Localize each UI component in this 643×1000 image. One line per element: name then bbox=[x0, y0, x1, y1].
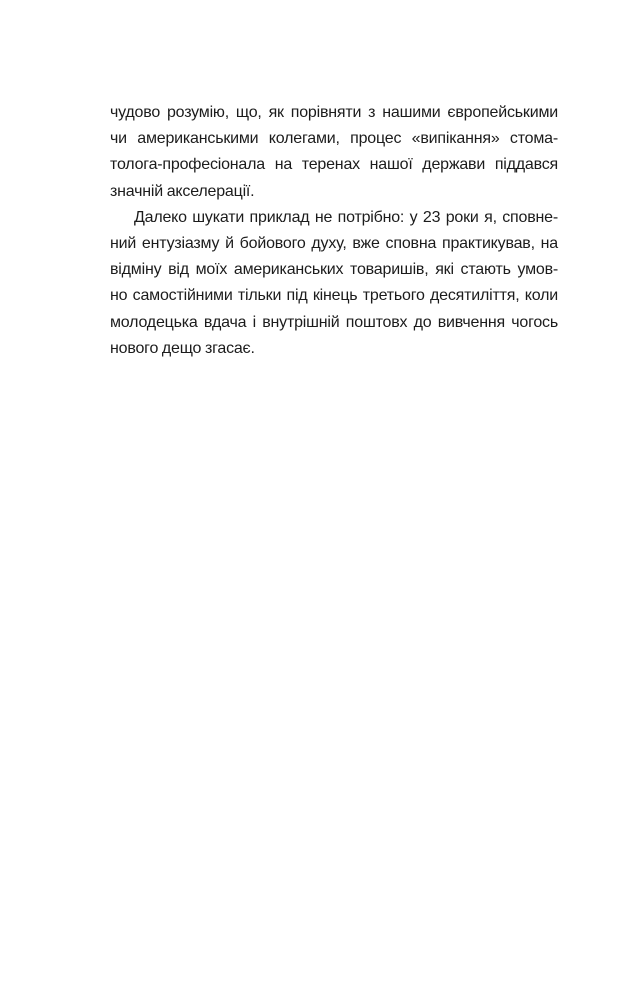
paragraph-2 bbox=[110, 205, 558, 362]
text-line: но самостійними тільки під кінець третього десятиліття, коли bbox=[110, 287, 558, 305]
body-text bbox=[110, 100, 558, 362]
paragraph-1 bbox=[110, 100, 558, 205]
text-line: нового дещо згасає. bbox=[110, 339, 255, 357]
text-line: чудово розумію, що, як порівняти з нашими європейськими bbox=[110, 104, 558, 121]
text-line: ний ентузіазму й бойового духу, вже сповна практикував, на bbox=[110, 234, 558, 252]
text-line: відміну від моїх американських товаришів, які стають умов- bbox=[110, 261, 558, 279]
text-line: чи американськими колегами, процес «випікання» стома- bbox=[110, 130, 558, 148]
text-line: толога-професіонала на теренах нашої держави піддався bbox=[110, 156, 558, 174]
text-line: молодецька вдача і внутрішній поштовх до вивчення чогось bbox=[110, 313, 558, 331]
text-line: значній акселерації. bbox=[110, 182, 255, 200]
text-line: Далеко шукати приклад не потрібно: у 23 роки я, сповне- bbox=[134, 208, 558, 226]
